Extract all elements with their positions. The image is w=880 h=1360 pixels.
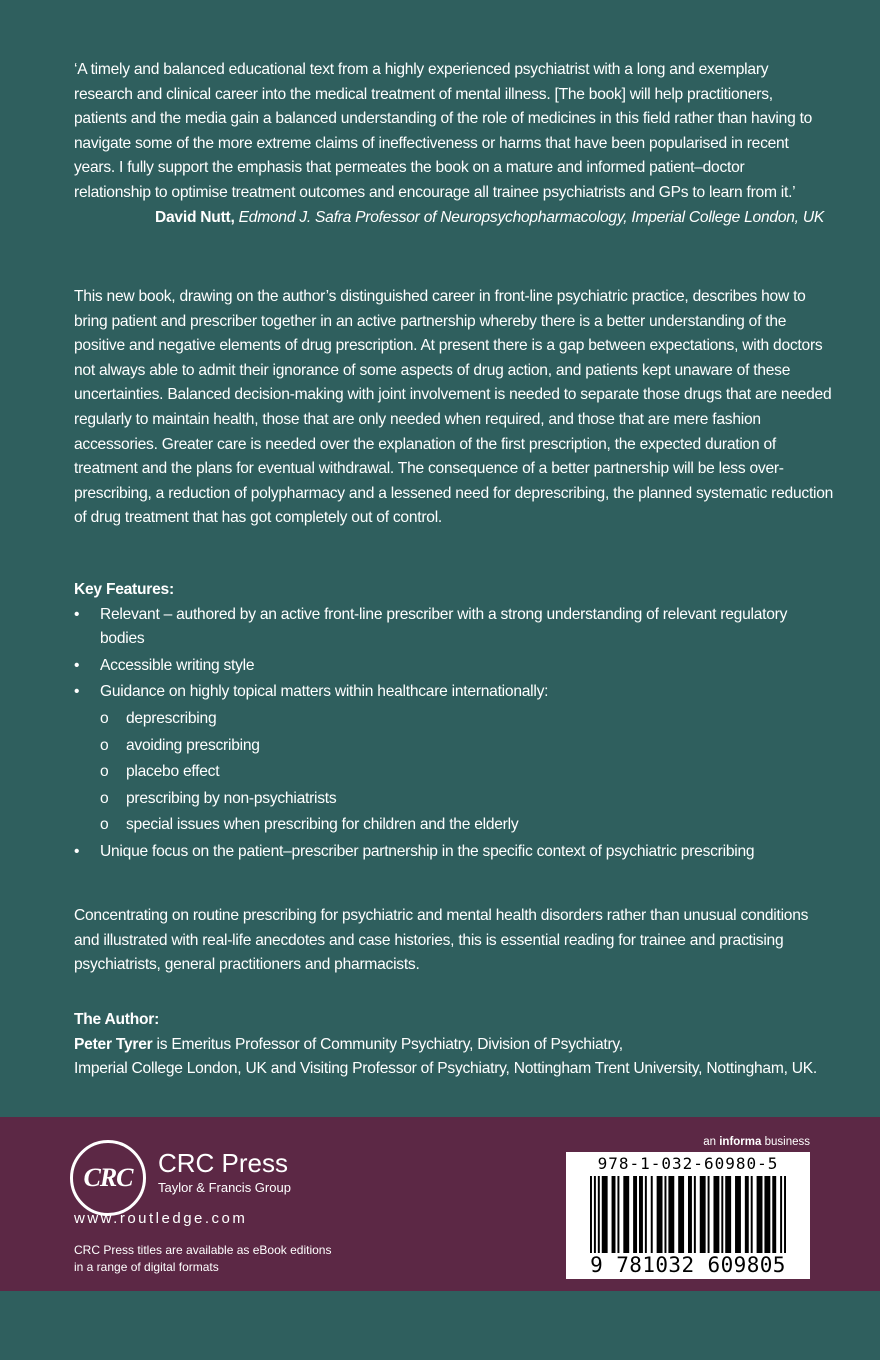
barcode-bar [708, 1176, 710, 1260]
barcode-bar [721, 1176, 723, 1260]
sub-item [100, 787, 834, 812]
author-bio [74, 1033, 834, 1058]
barcode-bar [598, 1176, 600, 1260]
sub-item-text: placebo effect [126, 763, 220, 781]
sub-item-text: special issues when prescribing for children and the elderly [126, 816, 519, 834]
sub-item [100, 734, 834, 759]
barcode-bar [664, 1176, 666, 1260]
barcode-bar [735, 1176, 741, 1260]
ebook-note-line2: in a range of digital formats [74, 1260, 219, 1274]
informa-brand: informa [719, 1136, 762, 1148]
sub-item-text: avoiding prescribing [126, 736, 260, 754]
key-features [74, 578, 834, 867]
feature-sublist [100, 707, 834, 838]
barcode-bars [590, 1176, 790, 1260]
sub-item-text: deprescribing [126, 709, 217, 727]
quote-author: David Nutt, [155, 208, 235, 226]
barcode-bar [688, 1176, 692, 1260]
barcode-bar [725, 1176, 731, 1260]
ebook-note-line1: CRC Press titles are available as eBook editions [74, 1243, 332, 1257]
barcode-bar [764, 1176, 770, 1260]
barcode-bar [657, 1176, 663, 1260]
sub-marker: o [100, 816, 109, 834]
sub-marker: o [100, 789, 109, 807]
sub-item [100, 760, 834, 785]
informa-suffix: business [761, 1136, 810, 1148]
feature-item: • Relevant – authored by an active front-line prescriber with a strong understanding of relevant regulatory bodies [74, 603, 834, 652]
quote-affiliation: Edmond J. Safra Professor of Neuropsychopharmacology, Imperial College London, UK [238, 208, 824, 226]
barcode-bar [751, 1176, 753, 1260]
endorsement-quote [74, 58, 824, 230]
sub-item-text: prescribing by non-psychiatrists [126, 789, 337, 807]
sub-item [100, 813, 834, 838]
barcode-bar [757, 1176, 763, 1260]
barcode-bar [590, 1176, 592, 1260]
barcode-bar [645, 1176, 647, 1260]
closing-paragraph: Concentrating on routine prescribing for psychiatric and mental health disorders rather than unusual conditions and illustrated with real-life anecdotes and case histories, this is essential reading for trainee and practising psychiatrists, general practitioners and pharmacists. [74, 907, 809, 974]
barcode-bar [594, 1176, 596, 1260]
isbn-barcode [566, 1152, 810, 1279]
publisher-website: www.routledge.com [74, 1210, 248, 1227]
barcode-bar [745, 1176, 749, 1260]
barcode-bar [623, 1176, 629, 1260]
author-bio-line2: Imperial College London, UK and Visiting Professor of Psychiatry, Nottingham Trent University, Nottingham, UK. [74, 1060, 818, 1078]
author-heading: The Author: [74, 1011, 160, 1028]
barcode-bar [678, 1176, 684, 1260]
barcode-bar [612, 1176, 616, 1260]
barcode-bar [772, 1176, 776, 1260]
sub-item [100, 707, 834, 732]
isbn-number: 978-1-032-60980-5 [597, 1154, 779, 1173]
sub-marker: o [100, 709, 109, 727]
barcode-bar [668, 1176, 674, 1260]
barcode-bar [651, 1176, 653, 1260]
feature-item: • Accessible writing style [74, 654, 834, 679]
barcode-bar [700, 1176, 706, 1260]
barcode-bar [602, 1176, 608, 1260]
feature-item [74, 680, 834, 838]
publisher-name: CRC Press [158, 1148, 289, 1178]
author-section [74, 1008, 834, 1082]
barcode-bar [633, 1176, 637, 1260]
sub-marker: o [100, 736, 109, 754]
barcode-bar [784, 1176, 786, 1260]
author-name: Peter Tyrer [74, 1035, 153, 1053]
barcode-bar [617, 1176, 619, 1260]
book-description: This new book, drawing on the author’s distinguished career in front-line psychiatric practice, describes how to bring patient and prescriber together in an active partnership whereby there is a better understanding of the positive and negative elements of drug prescription. At present there is a gap between expectations, with doctors not always able to admit their ignorance of some aspects of drug action, and patients kept unaware of these uncertainties. Balanced decision-making with joint involvement is needed to separate those drugs that are needed regularly to maintain health, those that are only needed when required, and those that are mere fashion accessories. Greater care is needed over the explanation of the first prescription, the expected duration of treatment and the plans for eventual withdrawal. The consequence of a better partnership will be less over-prescribing, a reduction of polypharmacy and a lessened need for deprescribing, the planned systematic reduction of drug treatment that has got completely out of control. [74, 288, 834, 527]
barcode-bar [639, 1176, 643, 1260]
quote-text: ‘A timely and balanced educational text from a highly experienced psychiatrist with a long and exemplary research and clinical career into the medical treatment of mental illness. [The book] will help practitioners, patients and the media gain a balanced understanding of the role of medicines in this field rather than having to navigate some of the more extreme claims of ineffectiveness or harms that have been popularised in recent years. I fully support the emphasis that permeates the book on a mature and informed patient–doctor relationship to optimise treatment outcomes and encourage all trainee psychiatrists and GPs to learn from it.’ [74, 61, 813, 201]
barcode-digits [566, 1253, 810, 1277]
ebook-note [74, 1242, 331, 1276]
features-list [74, 603, 834, 865]
barcode-digits-text: 9 781032 609805 [590, 1253, 786, 1277]
author-bio-line1: is Emeritus Professor of Community Psychiatry, Division of Psychiatry, [152, 1035, 623, 1053]
informa-tagline [703, 1136, 810, 1148]
barcode-bar [780, 1176, 782, 1260]
barcode-bar [694, 1176, 696, 1260]
feature-item-text: Guidance on highly topical matters within healthcare internationally: [100, 683, 549, 701]
sub-marker: o [100, 763, 109, 781]
barcode-bar [713, 1176, 719, 1260]
features-heading: Key Features: [74, 581, 174, 598]
publisher-group: Taylor & Francis Group [158, 1180, 291, 1195]
informa-prefix: an [703, 1136, 720, 1148]
crc-logo-text: CRC [83, 1163, 133, 1192]
quote-attribution [74, 206, 824, 231]
crc-logo [70, 1140, 146, 1216]
feature-item: • Unique focus on the patient–prescriber partnership in the specific context of psychiatric prescribing [74, 840, 834, 865]
